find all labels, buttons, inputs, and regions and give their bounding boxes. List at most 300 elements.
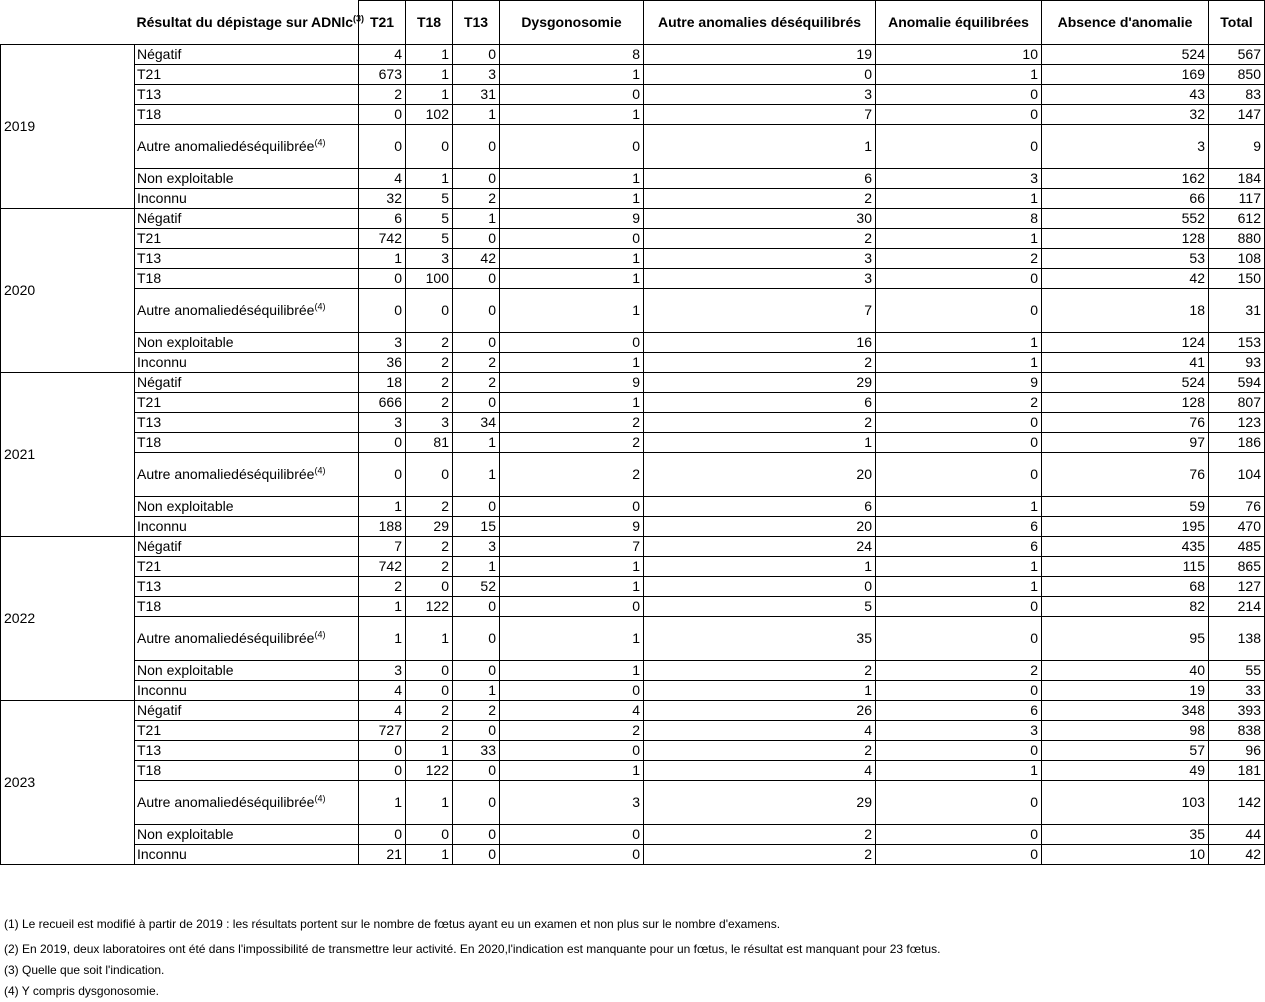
cell-absence-anomalie: 57 — [1042, 741, 1209, 761]
row-label: Négatif — [137, 210, 182, 226]
table-row — [1, 577, 1265, 597]
cell-t18: 5 — [406, 189, 453, 209]
cell-t13: 0 — [453, 393, 500, 413]
cell-total: 83 — [1209, 85, 1265, 105]
cell-t13: 0 — [453, 333, 500, 353]
year-cell: 2019 — [1, 45, 135, 209]
cell-t18: 0 — [406, 661, 453, 681]
cell-t21: 6 — [359, 209, 406, 229]
cell-t13: 0 — [453, 845, 500, 865]
table-row — [1, 681, 1265, 701]
cell-anomalie-equilibrees: 0 — [876, 413, 1042, 433]
cell-t21: 7 — [359, 537, 406, 557]
cell-dysgonosomie: 3 — [500, 781, 644, 825]
table-row — [1, 85, 1265, 105]
cell-dysgonosomie: 2 — [500, 433, 644, 453]
row-label-cell — [135, 209, 359, 229]
cell-autre-anomalies: 24 — [644, 537, 876, 557]
row-label-cell — [135, 825, 359, 845]
cell-anomalie-equilibrees: 0 — [876, 269, 1042, 289]
cell-dysgonosomie: 1 — [500, 105, 644, 125]
cell-autre-anomalies: 7 — [644, 105, 876, 125]
cell-absence-anomalie: 59 — [1042, 497, 1209, 517]
cell-t21: 4 — [359, 169, 406, 189]
cell-t21: 3 — [359, 413, 406, 433]
row-label-cell — [135, 557, 359, 577]
cell-t18: 1 — [406, 845, 453, 865]
cell-t13: 1 — [453, 433, 500, 453]
cell-t21: 2 — [359, 85, 406, 105]
table-row — [1, 661, 1265, 681]
row-label-cell — [135, 125, 359, 169]
cell-autre-anomalies: 5 — [644, 597, 876, 617]
cell-t13: 0 — [453, 761, 500, 781]
cell-dysgonosomie: 0 — [500, 497, 644, 517]
row-label: Inconnu — [137, 354, 187, 370]
table-row — [1, 333, 1265, 353]
cell-t13: 0 — [453, 229, 500, 249]
cell-autre-anomalies: 2 — [644, 413, 876, 433]
cell-absence-anomalie: 68 — [1042, 577, 1209, 597]
cell-t13: 0 — [453, 825, 500, 845]
cell-absence-anomalie: 10 — [1042, 845, 1209, 865]
cell-anomalie-equilibrees: 1 — [876, 557, 1042, 577]
header-col-t13: T13 — [453, 1, 500, 45]
cell-t18: 0 — [406, 577, 453, 597]
cell-t13: 42 — [453, 249, 500, 269]
cell-anomalie-equilibrees: 1 — [876, 761, 1042, 781]
row-label: Inconnu — [137, 846, 187, 862]
cell-anomalie-equilibrees: 0 — [876, 617, 1042, 661]
cell-t13: 34 — [453, 413, 500, 433]
cell-t18: 2 — [406, 353, 453, 373]
cell-autre-anomalies: 1 — [644, 125, 876, 169]
row-label: Autre anomaliedéséquilibrée — [137, 302, 315, 318]
cell-t13: 0 — [453, 45, 500, 65]
cell-t13: 1 — [453, 453, 500, 497]
cell-anomalie-equilibrees: 1 — [876, 353, 1042, 373]
row-label: Inconnu — [137, 190, 187, 206]
cell-autre-anomalies: 0 — [644, 65, 876, 85]
cell-absence-anomalie: 35 — [1042, 825, 1209, 845]
cell-t13: 0 — [453, 497, 500, 517]
cell-total: 117 — [1209, 189, 1265, 209]
row-label-cell — [135, 453, 359, 497]
row-label-cell — [135, 597, 359, 617]
cell-autre-anomalies: 7 — [644, 289, 876, 333]
cell-t21: 0 — [359, 433, 406, 453]
cell-t18: 122 — [406, 761, 453, 781]
table-row — [1, 125, 1265, 169]
table-row — [1, 761, 1265, 781]
cell-t18: 100 — [406, 269, 453, 289]
cell-dysgonosomie: 1 — [500, 617, 644, 661]
row-label-cell — [135, 249, 359, 269]
cell-absence-anomalie: 49 — [1042, 761, 1209, 781]
header-row — [1, 1, 1265, 45]
cell-autre-anomalies: 2 — [644, 845, 876, 865]
cell-anomalie-equilibrees: 1 — [876, 497, 1042, 517]
cell-total: 470 — [1209, 517, 1265, 537]
row-label-sup: (4) — [314, 629, 326, 640]
cell-t18: 0 — [406, 289, 453, 333]
cell-total: 108 — [1209, 249, 1265, 269]
footnote-3: (3) Quelle que soit l'indication. — [4, 963, 165, 977]
row-label-cell — [135, 289, 359, 333]
cell-t21: 21 — [359, 845, 406, 865]
cell-dysgonosomie: 2 — [500, 721, 644, 741]
cell-dysgonosomie: 4 — [500, 701, 644, 721]
cell-total: 153 — [1209, 333, 1265, 353]
cell-t13: 15 — [453, 517, 500, 537]
cell-total: 186 — [1209, 433, 1265, 453]
cell-t21: 1 — [359, 617, 406, 661]
cell-t21: 1 — [359, 781, 406, 825]
cell-t18: 102 — [406, 105, 453, 125]
cell-t13: 2 — [453, 189, 500, 209]
cell-t18: 3 — [406, 249, 453, 269]
cell-total: 76 — [1209, 497, 1265, 517]
cell-anomalie-equilibrees: 0 — [876, 105, 1042, 125]
cell-anomalie-equilibrees: 0 — [876, 453, 1042, 497]
cell-t21: 666 — [359, 393, 406, 413]
row-label: T21 — [137, 230, 162, 246]
header-col-t18: T18 — [406, 1, 453, 45]
table-row — [1, 557, 1265, 577]
cell-t21: 4 — [359, 681, 406, 701]
cell-t18: 29 — [406, 517, 453, 537]
cell-dysgonosomie: 0 — [500, 825, 644, 845]
table-row — [1, 537, 1265, 557]
cell-total: 147 — [1209, 105, 1265, 125]
cell-t21: 3 — [359, 333, 406, 353]
cell-t21: 3 — [359, 661, 406, 681]
table-row — [1, 845, 1265, 865]
row-label-cell — [135, 497, 359, 517]
cell-t18: 1 — [406, 781, 453, 825]
cell-total: 44 — [1209, 825, 1265, 845]
row-label-cell — [135, 229, 359, 249]
cell-t18: 2 — [406, 393, 453, 413]
cell-t13: 2 — [453, 373, 500, 393]
cell-absence-anomalie: 19 — [1042, 681, 1209, 701]
row-label-cell — [135, 189, 359, 209]
cell-t21: 742 — [359, 229, 406, 249]
row-label: Autre anomaliedéséquilibrée — [137, 630, 315, 646]
cell-anomalie-equilibrees: 10 — [876, 45, 1042, 65]
footnote-2: (2) En 2019, deux laboratoires ont été dans l'impossibilité de transmettre leur activité. En 2020,l'indication est manquante pour un fœtus, le résultat est manquant pour 23 fœtus. — [4, 942, 941, 956]
row-label: Non exploitable — [137, 170, 234, 186]
table-row — [1, 617, 1265, 661]
row-label: Négatif — [137, 538, 182, 554]
row-label-cell — [135, 577, 359, 597]
cell-dysgonosomie: 0 — [500, 741, 644, 761]
cell-t18: 2 — [406, 721, 453, 741]
cell-total: 567 — [1209, 45, 1265, 65]
cell-t21: 4 — [359, 45, 406, 65]
row-label-cell — [135, 433, 359, 453]
cell-absence-anomalie: 195 — [1042, 517, 1209, 537]
cell-dysgonosomie: 0 — [500, 125, 644, 169]
cell-total: 850 — [1209, 65, 1265, 85]
row-label: T13 — [137, 86, 162, 102]
cell-total: 9 — [1209, 125, 1265, 169]
cell-t18: 0 — [406, 681, 453, 701]
table-row — [1, 289, 1265, 333]
cell-absence-anomalie: 103 — [1042, 781, 1209, 825]
row-label: Négatif — [137, 374, 182, 390]
cell-t21: 0 — [359, 453, 406, 497]
cell-autre-anomalies: 6 — [644, 393, 876, 413]
cell-total: 612 — [1209, 209, 1265, 229]
row-label-cell — [135, 169, 359, 189]
row-label-cell — [135, 721, 359, 741]
cell-t21: 0 — [359, 761, 406, 781]
cell-t18: 2 — [406, 497, 453, 517]
cell-t13: 0 — [453, 661, 500, 681]
header-result-sup: (3) — [353, 13, 365, 24]
cell-anomalie-equilibrees: 8 — [876, 209, 1042, 229]
cell-autre-anomalies: 26 — [644, 701, 876, 721]
cell-t13: 0 — [453, 289, 500, 333]
row-label-cell — [135, 269, 359, 289]
cell-t13: 1 — [453, 557, 500, 577]
year-cell: 2023 — [1, 701, 135, 865]
cell-absence-anomalie: 95 — [1042, 617, 1209, 661]
cell-autre-anomalies: 3 — [644, 249, 876, 269]
row-label: Négatif — [137, 46, 182, 62]
row-label: Non exploitable — [137, 826, 234, 842]
cell-anomalie-equilibrees: 6 — [876, 517, 1042, 537]
cell-t21: 0 — [359, 125, 406, 169]
cell-anomalie-equilibrees: 0 — [876, 781, 1042, 825]
cell-t18: 5 — [406, 209, 453, 229]
row-label-cell — [135, 741, 359, 761]
cell-absence-anomalie: 169 — [1042, 65, 1209, 85]
cell-dysgonosomie: 2 — [500, 453, 644, 497]
cell-absence-anomalie: 524 — [1042, 373, 1209, 393]
cell-autre-anomalies: 3 — [644, 269, 876, 289]
table-row — [1, 65, 1265, 85]
cell-t21: 1 — [359, 497, 406, 517]
cell-dysgonosomie: 1 — [500, 289, 644, 333]
cell-autre-anomalies: 0 — [644, 577, 876, 597]
cell-anomalie-equilibrees: 0 — [876, 289, 1042, 333]
cell-t21: 0 — [359, 269, 406, 289]
cell-t18: 81 — [406, 433, 453, 453]
cell-dysgonosomie: 0 — [500, 681, 644, 701]
cell-dysgonosomie: 1 — [500, 353, 644, 373]
row-label-cell — [135, 781, 359, 825]
row-label-cell — [135, 393, 359, 413]
table-row — [1, 249, 1265, 269]
table-row — [1, 781, 1265, 825]
cell-absence-anomalie: 41 — [1042, 353, 1209, 373]
table-row — [1, 45, 1265, 65]
cell-t21: 4 — [359, 701, 406, 721]
cell-autre-anomalies: 2 — [644, 189, 876, 209]
row-label-cell — [135, 701, 359, 721]
cell-dysgonosomie: 1 — [500, 557, 644, 577]
cell-t13: 1 — [453, 681, 500, 701]
cell-anomalie-equilibrees: 0 — [876, 845, 1042, 865]
footnote-1: (1) Le recueil est modifié à partir de 2019 : les résultats portent sur le nombre de fœtus ayant eu un examen et non plus sur le nombre d'examens. — [4, 917, 781, 931]
cell-t18: 1 — [406, 45, 453, 65]
cell-t18: 2 — [406, 537, 453, 557]
cell-dysgonosomie: 1 — [500, 249, 644, 269]
row-label: Non exploitable — [137, 662, 234, 678]
row-label: Non exploitable — [137, 498, 234, 514]
cell-anomalie-equilibrees: 2 — [876, 393, 1042, 413]
cell-absence-anomalie: 53 — [1042, 249, 1209, 269]
header-col-autre-anomalies: Autre anomalies déséquilibrés — [644, 1, 876, 45]
cell-dysgonosomie: 8 — [500, 45, 644, 65]
table-row — [1, 189, 1265, 209]
row-label: Inconnu — [137, 682, 187, 698]
row-label: T21 — [137, 66, 162, 82]
cell-absence-anomalie: 552 — [1042, 209, 1209, 229]
cell-dysgonosomie: 1 — [500, 661, 644, 681]
cell-dysgonosomie: 0 — [500, 229, 644, 249]
cell-absence-anomalie: 76 — [1042, 413, 1209, 433]
table-row — [1, 353, 1265, 373]
cell-t13: 0 — [453, 169, 500, 189]
cell-total: 93 — [1209, 353, 1265, 373]
cell-dysgonosomie: 1 — [500, 269, 644, 289]
header-col-t21: T21 — [359, 1, 406, 45]
row-label-cell — [135, 373, 359, 393]
cell-t21: 0 — [359, 825, 406, 845]
header-year-cell — [1, 1, 135, 45]
row-label: T18 — [137, 270, 162, 286]
row-label-sup: (4) — [314, 301, 326, 312]
cell-anomalie-equilibrees: 9 — [876, 373, 1042, 393]
cell-t18: 1 — [406, 169, 453, 189]
table-row — [1, 741, 1265, 761]
cell-total: 42 — [1209, 845, 1265, 865]
cell-t13: 2 — [453, 353, 500, 373]
cell-absence-anomalie: 115 — [1042, 557, 1209, 577]
cell-absence-anomalie: 76 — [1042, 453, 1209, 497]
cell-autre-anomalies: 2 — [644, 229, 876, 249]
cell-t18: 3 — [406, 413, 453, 433]
table-row — [1, 517, 1265, 537]
cell-anomalie-equilibrees: 0 — [876, 825, 1042, 845]
cell-absence-anomalie: 40 — [1042, 661, 1209, 681]
cell-t18: 1 — [406, 617, 453, 661]
cell-autre-anomalies: 2 — [644, 825, 876, 845]
row-label-sup: (4) — [314, 465, 326, 476]
cell-t13: 3 — [453, 65, 500, 85]
cell-total: 393 — [1209, 701, 1265, 721]
cell-absence-anomalie: 128 — [1042, 393, 1209, 413]
row-label-sup: (4) — [314, 793, 326, 804]
cell-anomalie-equilibrees: 1 — [876, 229, 1042, 249]
cell-autre-anomalies: 1 — [644, 433, 876, 453]
cell-anomalie-equilibrees: 0 — [876, 597, 1042, 617]
cell-t18: 2 — [406, 333, 453, 353]
cell-total: 184 — [1209, 169, 1265, 189]
cell-total: 880 — [1209, 229, 1265, 249]
cell-dysgonosomie: 1 — [500, 577, 644, 597]
cell-total: 838 — [1209, 721, 1265, 741]
table-row — [1, 433, 1265, 453]
row-label-cell — [135, 413, 359, 433]
cell-dysgonosomie: 9 — [500, 517, 644, 537]
cell-t18: 1 — [406, 65, 453, 85]
cell-t21: 188 — [359, 517, 406, 537]
cell-t21: 36 — [359, 353, 406, 373]
row-label: Autre anomaliedéséquilibrée — [137, 138, 315, 154]
cell-t18: 5 — [406, 229, 453, 249]
cell-total: 594 — [1209, 373, 1265, 393]
cell-absence-anomalie: 524 — [1042, 45, 1209, 65]
row-label-cell — [135, 353, 359, 373]
header-col-dysgonosomie: Dysgonosomie — [500, 1, 644, 45]
table-body — [1, 45, 1265, 865]
cell-autre-anomalies: 4 — [644, 761, 876, 781]
cell-total: 33 — [1209, 681, 1265, 701]
cell-dysgonosomie: 0 — [500, 333, 644, 353]
cell-autre-anomalies: 1 — [644, 681, 876, 701]
cell-total: 104 — [1209, 453, 1265, 497]
cell-total: 181 — [1209, 761, 1265, 781]
cell-t21: 2 — [359, 577, 406, 597]
cell-t13: 0 — [453, 617, 500, 661]
cell-anomalie-equilibrees: 0 — [876, 125, 1042, 169]
row-label-cell — [135, 517, 359, 537]
cell-absence-anomalie: 32 — [1042, 105, 1209, 125]
cell-anomalie-equilibrees: 1 — [876, 577, 1042, 597]
row-label-cell — [135, 537, 359, 557]
cell-t21: 0 — [359, 289, 406, 333]
cell-t13: 2 — [453, 701, 500, 721]
row-label: Autre anomaliedéséquilibrée — [137, 794, 315, 810]
cell-dysgonosomie: 1 — [500, 65, 644, 85]
cell-t18: 1 — [406, 85, 453, 105]
table-row — [1, 453, 1265, 497]
year-cell: 2021 — [1, 373, 135, 537]
cell-t18: 2 — [406, 373, 453, 393]
cell-t13: 0 — [453, 721, 500, 741]
cell-autre-anomalies: 4 — [644, 721, 876, 741]
table-row — [1, 413, 1265, 433]
cell-t21: 0 — [359, 105, 406, 125]
cell-anomalie-equilibrees: 1 — [876, 333, 1042, 353]
row-label-cell — [135, 85, 359, 105]
cell-t21: 727 — [359, 721, 406, 741]
cell-anomalie-equilibrees: 1 — [876, 65, 1042, 85]
cell-autre-anomalies: 29 — [644, 373, 876, 393]
header-col-total: Total — [1209, 1, 1265, 45]
cell-t13: 31 — [453, 85, 500, 105]
row-label: T13 — [137, 414, 162, 430]
header-col-anomalie-equilibrees: Anomalie équilibrées — [876, 1, 1042, 45]
cell-t13: 0 — [453, 781, 500, 825]
row-label: T13 — [137, 742, 162, 758]
header-result-cell — [135, 1, 365, 45]
cell-anomalie-equilibrees: 0 — [876, 741, 1042, 761]
cell-absence-anomalie: 43 — [1042, 85, 1209, 105]
cell-anomalie-equilibrees: 2 — [876, 249, 1042, 269]
row-label: T18 — [137, 598, 162, 614]
cell-anomalie-equilibrees: 6 — [876, 701, 1042, 721]
row-label-cell — [135, 617, 359, 661]
cell-t21: 0 — [359, 741, 406, 761]
cell-autre-anomalies: 2 — [644, 353, 876, 373]
row-label-cell — [135, 65, 359, 85]
cell-total: 150 — [1209, 269, 1265, 289]
